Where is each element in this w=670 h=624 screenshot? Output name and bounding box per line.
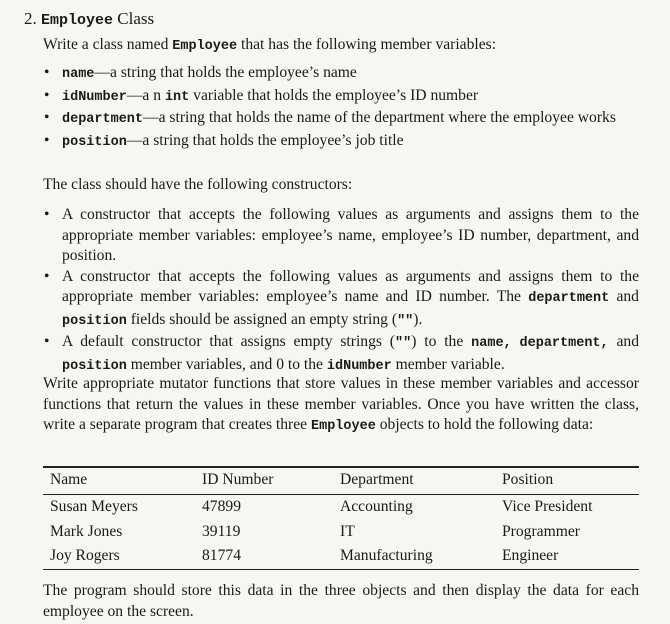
list-item: • name—a string that holds the employee’s name — [44, 64, 357, 82]
column-header-id: ID Number — [202, 471, 274, 488]
list-item: • A default constructor that assigns empty strings ("") to the name, department, and position member variables, and 0 to the idNumber member variable. — [44, 333, 640, 374]
exercise-number: 2. — [24, 9, 37, 28]
list-item: • A constructor that accepts the following values as arguments and assigns them to the appropriate member variables: employee’s name and ID number. The department and position fields should be assigned an empty string (""). — [44, 267, 639, 329]
column-header-position: Position — [502, 471, 554, 488]
table-row: Susan Meyers 47899 Accounting Vice President — [50, 498, 593, 516]
table-bottom-rule — [43, 569, 639, 571]
constructors-intro: The class should have the following constructors: — [43, 176, 353, 193]
constructor-list — [43, 205, 639, 377]
intro-text-end: that has the following member variables: — [241, 36, 497, 53]
exercise-heading-text: Class — [117, 9, 155, 28]
column-header-department: Department — [340, 471, 414, 488]
intro-text: Write a class named — [43, 36, 169, 53]
column-header-name: Name — [50, 471, 88, 488]
bullet-icon: • — [44, 131, 50, 149]
bullet-icon: • — [44, 206, 50, 223]
bullet-icon: • — [44, 64, 50, 81]
exercise-heading-code: Employee — [41, 12, 114, 29]
mutator-paragraph: Write appropriate mutator functions that store values in these member variables and accessor functions that return the values in these member variables. Once you have written the class, write a separate program that creates three Employee objects to hold the following data: — [43, 375, 639, 434]
list-item: • department—a string that holds the name of the department where the employee works — [44, 109, 616, 127]
list-item: • idNumber—a n int variable that holds the employee’s ID number — [44, 86, 479, 105]
table-row: Mark Jones 39119 IT Programmer — [50, 522, 580, 540]
exercise-heading — [24, 9, 154, 29]
list-item: • position—a string that holds the employee’s job title — [44, 131, 404, 150]
member-variable-list — [43, 63, 639, 153]
table-header-row — [43, 468, 639, 492]
bullet-icon: • — [44, 86, 50, 104]
intro-paragraph — [43, 35, 639, 58]
intro-code: Employee — [172, 39, 238, 54]
bullet-icon: • — [44, 333, 50, 350]
bullet-icon: • — [44, 109, 50, 126]
employee-data-table — [43, 466, 639, 570]
list-item: • A constructor that accepts the following values as arguments and assigns them to the appropriate member variables: employee’s name, employee’s ID number, department, and position. — [44, 206, 639, 264]
bullet-icon: • — [44, 267, 50, 285]
closing-paragraph: The program should store this data in the three objects and then display the data for each employee on the screen. — [43, 582, 639, 620]
table-row: Joy Rogers 81774 Manufacturing Engineer — [50, 547, 559, 565]
